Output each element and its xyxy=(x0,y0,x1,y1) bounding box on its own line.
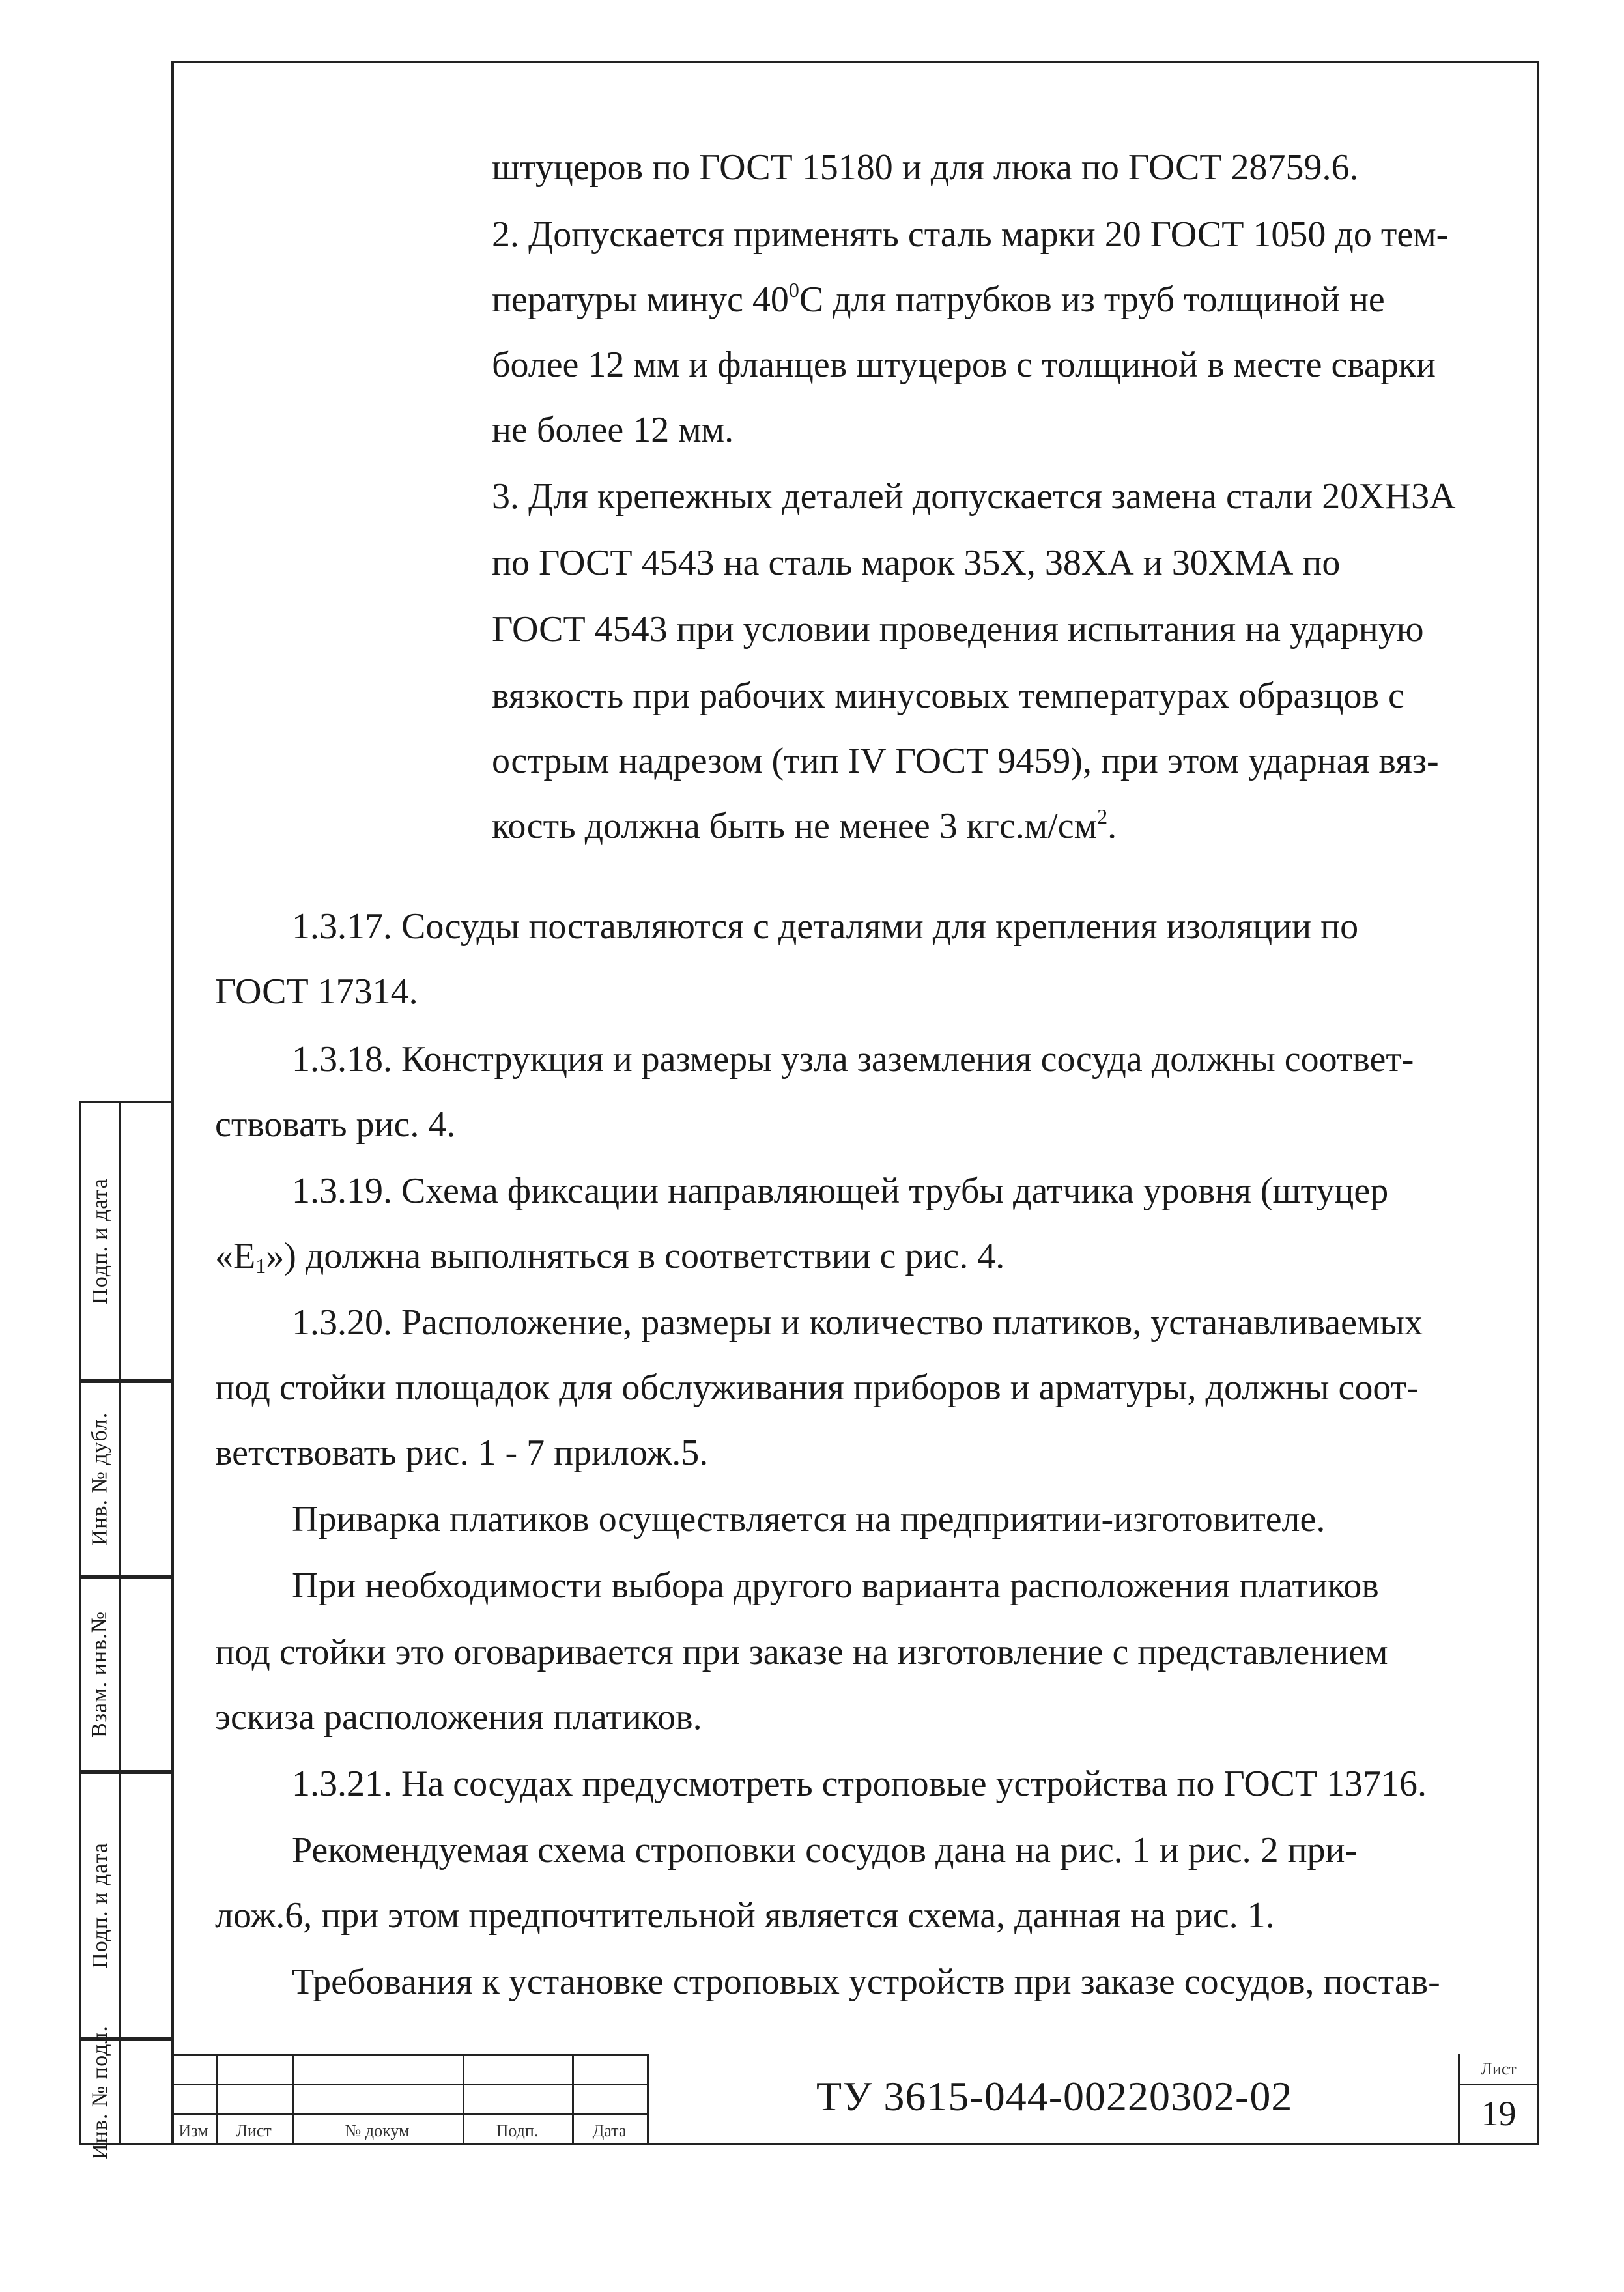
stamp-izm: Изм xyxy=(178,2121,208,2140)
side-cell-vzam-inv xyxy=(79,1577,174,1772)
para-1-3-21-line-3: лож.6, при этом предпочтительной является схема, данная на рис. 1. xyxy=(215,1895,1275,1936)
side-cell-inv-dubl xyxy=(79,1381,174,1577)
stamp-list: Лист xyxy=(236,2121,272,2140)
para-1-3-18-line-2: ствовать рис. 4. xyxy=(215,1104,456,1145)
para-1-3-20-line-2: под стойки площадок для обслуживания приборов и арматуры, должны соот- xyxy=(215,1368,1419,1408)
side-label-vzam-inv: Взам. инв.№ xyxy=(87,1611,112,1738)
side-stamp xyxy=(79,1101,174,2160)
para-1-3-20-line-6: под стойки это оговаривается при заказе на изготовление с представлением xyxy=(215,1632,1388,1672)
side-cell-podp-data-2 xyxy=(79,1772,174,2039)
side-label-podp-data-1: Подп. и дата xyxy=(87,1178,112,1304)
side-label-inv-podl: Инв. № подл. xyxy=(87,2025,112,2160)
note-3-line-4: вязкость при рабочих минусовых температурах образцов с xyxy=(492,676,1404,716)
para-1-3-18-line-1: 1.3.18. Конструкция и размеры узла заземления сосуда должны соответ- xyxy=(292,1039,1414,1080)
side-label-inv-dubl: Инв. № дубл. xyxy=(87,1412,112,1546)
stamp-podp: Подп. xyxy=(496,2121,539,2140)
note-3-line-6: кость должна быть не менее 3 $кгс.м/см^2$. xyxy=(492,805,1117,846)
para-1-3-20-line-1: 1.3.20. Расположение, размеры и количество платиков, устанавливаемых xyxy=(292,1302,1423,1343)
side-label-podp-data-2: Подп. и дата xyxy=(87,1842,112,1969)
para-1-3-20-line-7: эскиза расположения платиков. xyxy=(215,1697,702,1738)
para-1-3-17-line-2: ГОСТ 17314. xyxy=(215,971,418,1012)
side-cell-inv-podl xyxy=(79,2025,174,2160)
stamp-n-dokum: № докум xyxy=(345,2121,410,2140)
para-1-3-21-line-4: Требования к установке строповых устройств при заказе сосудов, постав- xyxy=(292,1962,1440,2002)
para-1-3-20-line-4: Приварка платиков осуществляется на предприятии-изготовителе. xyxy=(292,1499,1326,1540)
note-3-line-5: острым надрезом (тип IV ГОСТ 9459), при этом ударная вяз- xyxy=(492,741,1439,781)
title-block xyxy=(171,2054,1539,2145)
note-2-line-2: пературы минус $40^0С$ для патрубков из труб толщиной не xyxy=(492,278,1385,320)
para-1-3-21-line-2: Рекомендуемая схема строповки сосудов дана на рис. 1 и рис. 2 при- xyxy=(292,1830,1358,1870)
note-3-line-2: по ГОСТ 4543 на сталь марок 35Х, 38ХА и 30ХМА по xyxy=(492,543,1341,583)
document-code: ТУ 3615-044-00220302-02 xyxy=(816,2073,1293,2119)
note-2-line-1: 2. Допускается применять сталь марки 20 ГОСТ 1050 до тем- xyxy=(492,214,1449,255)
para-1-3-20-line-3: ветствовать рис. 1 - 7 прилож.5. xyxy=(215,1433,709,1473)
para-1-3-19-line-2: «$Е_1$») должна выполняться в соответствии с рис. 4. xyxy=(215,1236,1005,1278)
side-cell-podp-data-1 xyxy=(79,1101,174,1381)
para-1-3-19-line-1: 1.3.19. Схема фиксации направляющей трубы датчика уровня (штуцер xyxy=(292,1171,1389,1211)
note-2-line-4: не более 12 мм. xyxy=(492,410,734,450)
note-3-line-3: ГОСТ 4543 при условии проведения испытания на ударную xyxy=(492,609,1424,650)
para-1-3-17-line-1: 1.3.17. Сосуды поставляются с деталями для крепления изоляции по xyxy=(292,906,1359,947)
note-2-line-3: более 12 мм и фланцев штуцеров с толщиной в месте сварки xyxy=(492,345,1436,385)
para-1-3-21-line-1: 1.3.21. На сосудах предусмотреть строповые устройства по ГОСТ 13716. xyxy=(292,1764,1427,1804)
note-3-line-1: 3. Для крепежных деталей допускается замена стали 20ХН3А xyxy=(492,476,1456,517)
sheet-number: 19 xyxy=(1481,2094,1517,2133)
stamp-sheet-label: Лист xyxy=(1481,2059,1517,2078)
stamp-data: Дата xyxy=(592,2121,627,2140)
text-line-1: штуцеров по ГОСТ 15180 и для люка по ГОСТ 28759.6. xyxy=(492,147,1359,188)
para-1-3-20-line-5: При необходимости выбора другого варианта расположения платиков xyxy=(292,1566,1379,1606)
